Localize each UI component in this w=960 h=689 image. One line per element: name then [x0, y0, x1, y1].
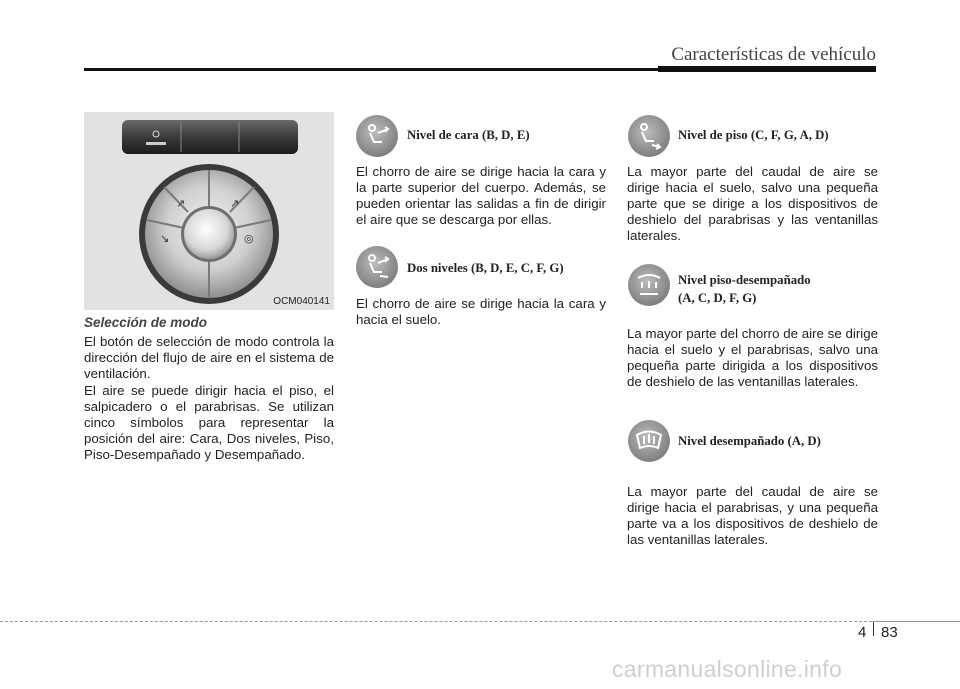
svg-text:↗: ↗ — [230, 197, 240, 210]
mode-control-photo — [84, 112, 334, 310]
svg-text:◎: ◎ — [244, 232, 254, 245]
header-rule-accent — [658, 66, 876, 72]
svg-text:↘: ↘ — [160, 232, 170, 245]
floor-defrost-mode-text: La mayor parte del chorro de aire se dirige hacia el suelo y el parabrisas, salvo una pequeña parte dirigida a los dispositivos de deshielo de las ventanillas laterales. — [627, 326, 878, 389]
page-number-divider — [873, 622, 874, 636]
floor-defrost-mode-title-line1: Nivel piso-desempañado — [678, 273, 811, 287]
figure-code: OCM040141 — [273, 296, 330, 307]
floor-defrost-icon — [628, 264, 670, 306]
floor-defrost-mode-title-line2: (A, C, D, F, G) — [678, 291, 757, 305]
left-paragraph-2: El aire se puede dirigir hacia el piso, el salpicadero o el parabrisas. Se utilizan cinco símbolos para representar la posición del aire: Cara, Dos niveles, Piso, Piso-Desempañado y Desempañado. — [84, 383, 334, 462]
defrost-mode-title: Nivel desempañado (A, D) — [678, 434, 821, 448]
page-number: 83 — [881, 624, 898, 641]
header-title: Características de vehículo — [671, 44, 876, 65]
header-rule — [84, 68, 658, 71]
face-mode-text: El chorro de aire se dirige hacia la cara y la parte superior del cuerpo. Además, se pueden orientar las salidas a fin de dirigir el aire que se descarga por ellas. — [356, 164, 606, 227]
face-mode-title: Nivel de cara (B, D, E) — [407, 128, 530, 142]
floor-mode-title: Nivel de piso (C, F, G, A, D) — [678, 128, 829, 142]
bilevel-mode-text: El chorro de aire se dirige hacia la cara y hacia el suelo. — [356, 296, 606, 327]
section-heading: Selección de modo — [84, 315, 208, 330]
chapter-number: 4 — [858, 624, 867, 641]
bilevel-vent-icon — [356, 246, 398, 288]
footer-rule-right — [872, 621, 960, 622]
left-paragraph-1: El botón de selección de modo controla la dirección del flujo de aire en el sistema de ventilación. — [84, 334, 334, 381]
footer-rule — [0, 621, 872, 622]
floor-mode-text: La mayor parte del caudal de aire se dirige hacia el suelo, salvo una pequeña parte que se dirige a los dispositivos de deshielo del parabrisas y las ventanillas laterales. — [627, 164, 878, 243]
svg-text:↗: ↗ — [176, 197, 186, 210]
face-vent-icon — [356, 115, 398, 157]
bilevel-mode-title: Dos niveles (B, D, E, C, F, G) — [407, 261, 564, 275]
floor-vent-icon — [628, 115, 670, 157]
front-defrost-button-bar — [122, 120, 298, 154]
defrost-mode-text: La mayor parte del caudal de aire se dirige hacia el parabrisas, y una pequeña parte va a los dispositivos de deshielo de las ventanillas laterales. — [627, 484, 878, 547]
defrost-icon — [628, 420, 670, 462]
watermark: carmanualsonline.info — [612, 656, 843, 682]
